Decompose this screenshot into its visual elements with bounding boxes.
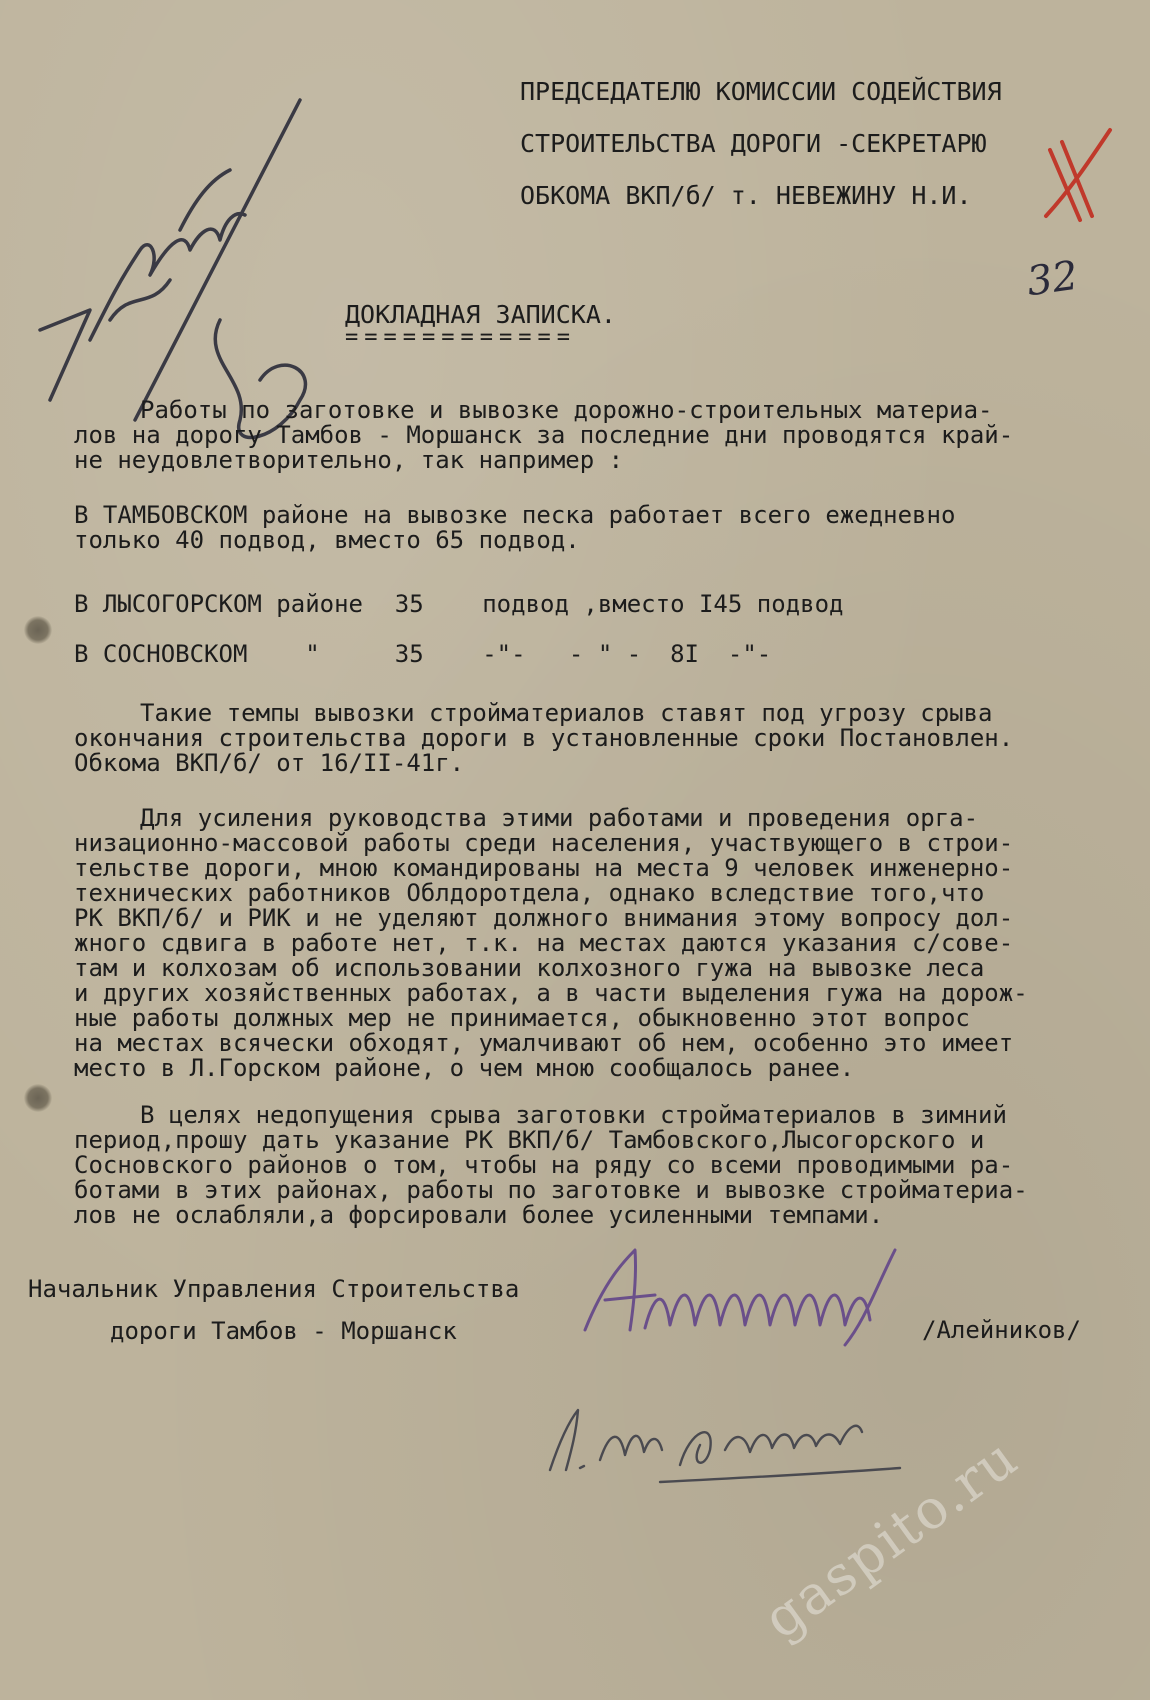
body-line: и других хозяйственных работах, а в части выделения гужа на дорож- xyxy=(74,979,1028,1007)
body-line: Сосновского районов о том, чтобы на ряду со всеми проводимыми ра- xyxy=(74,1151,1014,1179)
paragraph-3 xyxy=(74,701,1114,776)
body-line: окончания строительства дороги в установленные сроки Постановлен. xyxy=(74,724,1014,752)
body-line: место в Л.Горском районе, о чем мною сообщалось ранее. xyxy=(74,1054,855,1082)
addressee-line-1: ПРЕДСЕДАТЕЛЮ КОМИССИИ СОДЕЙСТВИЯ xyxy=(520,77,1002,106)
punch-hole-bottom xyxy=(24,1084,52,1112)
paragraph-4 xyxy=(74,806,1114,1081)
body-line: РК ВКП/б/ и РИК и не уделяют должного внимания этому вопросу дол- xyxy=(74,904,1014,932)
title-underline: ============ xyxy=(345,325,576,350)
body-line: только 40 подвод, вместо 65 подвод. xyxy=(74,526,580,554)
body-line: технических работников Облдоротдела, однако вследствие того,что xyxy=(74,879,985,907)
district-name: В СОСНОВСКОМ " xyxy=(74,639,320,668)
district-row xyxy=(74,579,1114,629)
addressee-line-2: СТРОИТЕЛЬСТВА ДОРОГИ -СЕКРЕТАРЮ xyxy=(520,129,987,158)
body-line: Такие темпы вывозки стройматериалов ставят под угрозу срыва xyxy=(140,699,993,727)
punch-hole-top xyxy=(24,616,52,644)
district-rest: -"- - " - 8I -"- xyxy=(482,639,772,668)
document-body xyxy=(74,398,1114,1228)
district-count: 35 xyxy=(394,639,424,668)
title-text: ДОКЛАДНАЯ ЗАПИСКА. xyxy=(345,300,616,329)
body-line: В ТАМБОВСКОМ районе на вывозке песка работает всего ежедневно xyxy=(74,501,956,529)
body-line: там и колхозам об использовании колхозного гужа на вывозке леса xyxy=(74,954,985,982)
body-line: Работы по заготовке и вывозке дорожно-строительных материа- xyxy=(140,396,993,424)
district-name: В ЛЫСОГОРСКОМ районе xyxy=(74,589,363,618)
body-line: Обкома ВКП/б/ от 16/II-41г. xyxy=(74,749,465,777)
body-line: В целях недопущения срыва заготовки стройматериалов в зимний xyxy=(140,1101,1007,1129)
paragraph-5 xyxy=(74,1103,1114,1228)
addressee-line-3: ОБКОМА ВКП/б/ т. НЕВЕЖИНУ Н.И. xyxy=(520,181,972,210)
pencil-note xyxy=(540,1390,920,1490)
district-row xyxy=(74,629,1114,679)
signer-title: Начальник Управления Строительства xyxy=(28,1275,520,1303)
document-title xyxy=(345,300,616,350)
handwritten-signature xyxy=(575,1240,935,1350)
signature-block xyxy=(28,1268,519,1352)
body-line: не неудовлетворительно, так например : xyxy=(74,446,624,474)
district-rest: подвод ,вместо I45 подвод xyxy=(482,589,844,618)
signer-organization: дороги Тамбов - Моршанск xyxy=(110,1317,457,1345)
handwritten-resolution xyxy=(20,80,340,440)
body-line: на местах всячески обходят, умалчивают об нем, особенно это имеет xyxy=(74,1029,1014,1057)
paragraph-1 xyxy=(74,398,1114,473)
paragraph-2 xyxy=(74,503,1114,553)
body-line: Для усиления руководства этими работами и проведения орга- xyxy=(140,804,979,832)
page-number: 32 xyxy=(1024,252,1081,306)
district-count: 35 xyxy=(394,589,424,618)
signer-name: /Алейников/ xyxy=(922,1316,1081,1344)
addressee-block xyxy=(520,66,1080,222)
watermark-logo: gaspito.ru xyxy=(752,1425,1030,1651)
body-line: период,прошу дать указание РК ВКП/б/ Тамбовского,Лысогорского и xyxy=(74,1126,985,1154)
body-line: лов на дорогу Тамбов - Моршанск за последние дни проводятся край- xyxy=(74,421,1014,449)
body-line: ные работы должных мер не принимается, обыкновенно этот вопрос xyxy=(74,1004,970,1032)
body-line: тельстве дороги, мною командированы на места 9 человек инженерно- xyxy=(74,854,1014,882)
body-line: жного сдвига в работе нет, т.к. на местах даются указания с/сове- xyxy=(74,929,1014,957)
body-line: ботами в этих районах, работы по заготовке и вывозке стройматериа- xyxy=(74,1176,1028,1204)
district-list xyxy=(74,579,1114,679)
body-line: лов не ослабляли,а форсировали более усиленными темпами. xyxy=(74,1201,884,1229)
body-line: низационно-массовой работы среди населения, участвующего в строи- xyxy=(74,829,1014,857)
